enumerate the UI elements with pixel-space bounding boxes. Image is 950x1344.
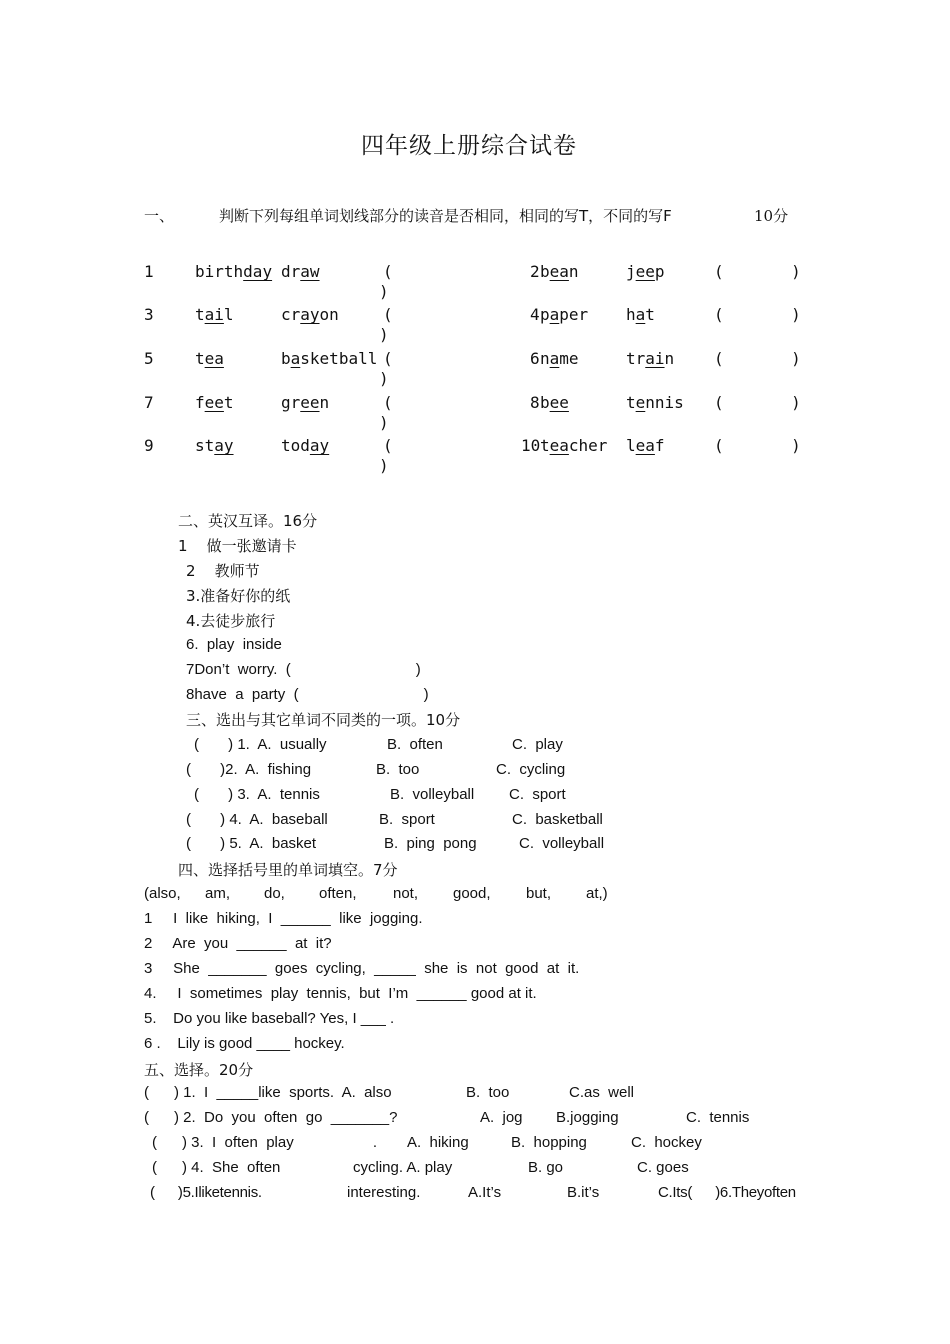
- s4-word: good,: [453, 885, 491, 902]
- s5-question: ( ) 1. I _____like sports. A. also: [144, 1084, 392, 1101]
- item-number: 9: [144, 436, 154, 455]
- s5-option: C. tennis: [686, 1109, 750, 1126]
- section-1-number: 一、: [144, 207, 175, 225]
- section-5-heading: 五、选择。20分: [144, 1061, 254, 1079]
- word: name: [540, 349, 579, 368]
- answer-bracket-open: (: [383, 305, 393, 324]
- item-number: 4: [530, 305, 540, 324]
- s5-option: C.Its( )6.Theyoften: [658, 1184, 796, 1201]
- word: hat: [626, 305, 655, 324]
- s2-item: 8have a party ( ): [186, 686, 429, 703]
- s2-item: 6. play inside: [186, 636, 282, 653]
- s3-option-b: B. sport: [379, 811, 435, 828]
- s3-option-c: C. play: [512, 736, 563, 753]
- s5-question: ( ) 3. I often play .: [152, 1134, 378, 1151]
- word: tea: [195, 349, 224, 368]
- s4-word: often,: [319, 885, 357, 902]
- s3-option-c: C. basketball: [512, 811, 603, 828]
- item-number: 5: [144, 349, 154, 368]
- s3-row: ( )2. A. fishing: [186, 761, 312, 778]
- s5-option: B.jogging: [556, 1109, 619, 1126]
- word: teacher: [540, 436, 608, 455]
- s3-option-b: B. often: [387, 736, 443, 753]
- word: basketball: [281, 349, 378, 368]
- s5-option: C. goes: [637, 1159, 689, 1176]
- s4-word: at,): [586, 885, 608, 902]
- s3-row: ( ) 1. A. usually: [194, 736, 327, 753]
- s4-item: 5. Do you like baseball? Yes, I ___ .: [144, 1010, 395, 1027]
- section-1-instruction: 判断下列每组单词划线部分的读音是否相同，相同的写T，不同的写F: [219, 207, 672, 225]
- word: crayon: [281, 305, 339, 324]
- answer-bracket-close: ): [379, 413, 389, 432]
- s5-question: ( )5.Iliketennis.: [150, 1184, 262, 1201]
- word: bee: [540, 393, 569, 412]
- answer-bracket-close: ): [379, 282, 389, 301]
- answer-bracket-close: ): [379, 456, 389, 475]
- s5-option: C.as well: [569, 1084, 635, 1101]
- word: green: [281, 393, 330, 412]
- s5-option: B. hopping: [511, 1134, 587, 1151]
- s3-option-c: C. sport: [509, 786, 566, 803]
- answer-bracket-open: (: [383, 436, 393, 455]
- section-2-heading: 二、英汉互译。16分: [178, 512, 318, 530]
- s4-item: 3 She _______ goes cycling, _____ she is not good at it.: [144, 960, 580, 977]
- answer-bracket-close: ): [379, 325, 389, 344]
- answer-bracket: ( ): [714, 305, 801, 324]
- s3-row: ( ) 5. A. basket: [186, 835, 317, 852]
- s5-option: B.it’s: [567, 1184, 600, 1201]
- answer-bracket-close: ): [379, 369, 389, 388]
- s4-word: (also,: [144, 885, 181, 902]
- answer-bracket: ( ): [714, 262, 801, 281]
- answer-bracket: ( ): [714, 393, 801, 412]
- s5-question: ( ) 4. She often: [152, 1159, 281, 1176]
- item-number: 8: [530, 393, 540, 412]
- s4-item: 4. I sometimes play tennis, but I’m ______ good at it.: [144, 985, 537, 1002]
- section-3-heading: 三、选出与其它单词不同类的一项。10分: [186, 711, 461, 729]
- section-1-score: 10分: [754, 207, 789, 225]
- page-title: 四年级上册综合试卷: [361, 133, 577, 159]
- word: birthday: [195, 262, 273, 281]
- word: jeep: [626, 262, 665, 281]
- answer-bracket-open: (: [383, 262, 393, 281]
- s5-option: interesting.: [347, 1184, 421, 1201]
- answer-bracket: ( ): [714, 436, 801, 455]
- s4-word: but,: [526, 885, 552, 902]
- item-number: 6: [530, 349, 540, 368]
- s5-option: C. hockey: [631, 1134, 702, 1151]
- s4-word: not,: [393, 885, 419, 902]
- s3-option-c: C. volleyball: [519, 835, 605, 852]
- s4-item: 1 I like hiking, I ______ like jogging.: [144, 910, 423, 927]
- s4-item: 2 Are you ______ at it?: [144, 935, 332, 952]
- s4-word: am,: [205, 885, 231, 902]
- s5-option: B. go: [528, 1159, 564, 1176]
- answer-bracket: ( ): [714, 349, 801, 368]
- s3-option-b: B. ping pong: [384, 835, 477, 852]
- s4-word: do,: [264, 885, 285, 902]
- answer-bracket-open: (: [383, 349, 393, 368]
- word: stay: [195, 436, 234, 455]
- word: today: [281, 436, 330, 455]
- word: paper: [540, 305, 589, 324]
- s5-option: A.It’s: [468, 1184, 502, 1201]
- s5-option: cycling. A. play: [353, 1159, 453, 1176]
- word: tail: [195, 305, 234, 324]
- word: train: [626, 349, 675, 368]
- s3-option-b: B. volleyball: [390, 786, 475, 803]
- word: leaf: [626, 436, 665, 455]
- s5-option: A. jog: [480, 1109, 523, 1126]
- s3-option-c: C. cycling: [496, 761, 566, 778]
- s5-option: B. too: [466, 1084, 510, 1101]
- s5-option: A. hiking: [407, 1134, 469, 1151]
- word: feet: [195, 393, 234, 412]
- s2-item: 4.去徒步旅行: [186, 612, 276, 630]
- s2-item: 7Don’t worry. ( ): [186, 661, 421, 678]
- word: draw: [281, 262, 320, 281]
- item-number: 2: [530, 262, 540, 281]
- s2-item: 3.准备好你的纸: [186, 587, 291, 605]
- s3-row: ( ) 3. A. tennis: [194, 786, 320, 803]
- item-number: 1: [144, 262, 154, 281]
- s2-item: 1 做一张邀请卡: [178, 537, 297, 555]
- item-number: 3: [144, 305, 154, 324]
- s3-option-b: B. too: [376, 761, 420, 778]
- s2-item: 2 教师节: [186, 562, 260, 580]
- section-4-heading: 四、选择括号里的单词填空。7分: [178, 861, 398, 879]
- item-number: 7: [144, 393, 154, 412]
- s4-item: 6 . Lily is good ____ hockey.: [144, 1035, 345, 1052]
- item-number: 10: [521, 436, 541, 455]
- answer-bracket-open: (: [383, 393, 393, 412]
- word: bean: [540, 262, 579, 281]
- s3-row: ( ) 4. A. baseball: [186, 811, 328, 828]
- word: tennis: [626, 393, 684, 412]
- s5-question: ( ) 2. Do you often go _______?: [144, 1109, 398, 1126]
